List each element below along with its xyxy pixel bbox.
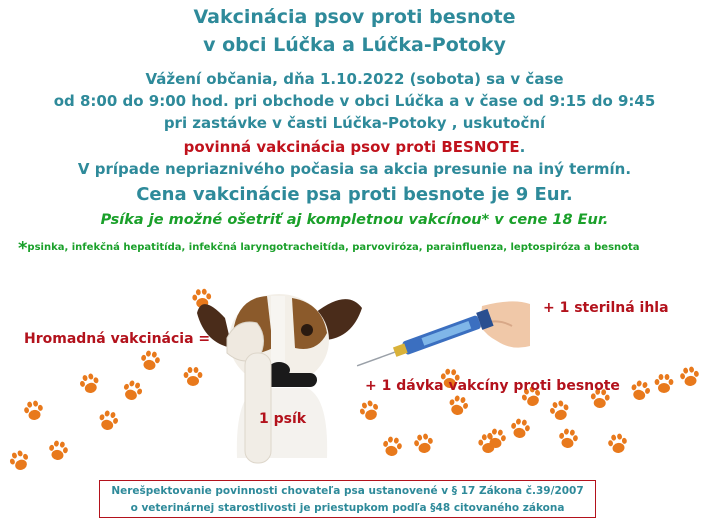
paw-print-icon: [23, 400, 45, 422]
paw-print-icon: [47, 440, 69, 462]
vaccine-dose-label: + 1 dávka vakcíny proti besnote: [365, 378, 620, 394]
paw-print-icon: [7, 448, 31, 472]
paw-print-icon: [97, 409, 120, 432]
paw-print-icon: [509, 418, 531, 440]
footnote-star: *: [18, 238, 28, 259]
paw-print-icon: [655, 374, 674, 393]
footnote-text: psinka, infekčná hepatitída, infekčná laryngotracheitída, parvoviróza, parainfluenza, leptospiróza a besnota: [27, 242, 640, 253]
one-dog-label: 1 psík: [259, 411, 307, 427]
paw-print-icon: [629, 379, 652, 402]
paw-print-icon: [381, 436, 403, 458]
title-line-2: v obci Lúčka a Lúčka-Potoky: [203, 34, 506, 56]
legal-notice-line-1: Nerešpektovanie povinnosti chovateľa psa ustanovené v § 17 Zákona č.39/2007: [111, 485, 584, 497]
weather-line: V prípade nepriaznivého počasia sa akcia presunie na iný termín.: [77, 160, 632, 178]
legal-notice-line-2: o veterinárnej starostlivosti je priestupkom podľa §48 citovaného zákona: [130, 502, 565, 514]
paw-print-icon: [413, 433, 435, 455]
syringe-illustration: [352, 296, 532, 376]
paw-print-icon: [78, 372, 101, 395]
title-line-1: Vakcinácia psov proti besnote: [193, 6, 516, 28]
paw-print-icon: [607, 433, 629, 455]
price-line: Cena vakcinácie psa proti besnote je 9 Eur.: [136, 184, 573, 205]
dog-illustration: [197, 278, 367, 478]
paw-print-icon: [548, 399, 571, 422]
greeting-line: Vážení občania, dňa 1.10.2022 (sobota) sa v čase: [145, 70, 564, 88]
place-line: pri zastávke v časti Lúčka-Potoky , uskutoční: [163, 114, 546, 132]
legal-notice-box: [99, 480, 596, 518]
combo-vaccine-line: Psíka je možné ošetriť aj kompletnou vakcínou* v cene 18 Eur.: [100, 212, 609, 228]
paw-print-icon: [139, 350, 161, 372]
mass-vaccination-label: Hromadná vakcinácia =: [24, 331, 211, 347]
sterile-needle-label: + 1 sterilná ihla: [543, 300, 669, 316]
mandatory-period: .: [519, 138, 526, 156]
mandatory-vaccination-text: povinná vakcinácia psov proti BESNOTE: [183, 138, 520, 156]
paw-print-icon: [447, 394, 470, 417]
paw-print-icon: [557, 428, 579, 450]
paw-print-icon: [120, 378, 144, 402]
paw-print-icon: [679, 366, 701, 388]
time-line: od 8:00 do 9:00 hod. pri obchode v obci Lúčka a v čase od 9:15 do 9:45: [53, 92, 656, 110]
